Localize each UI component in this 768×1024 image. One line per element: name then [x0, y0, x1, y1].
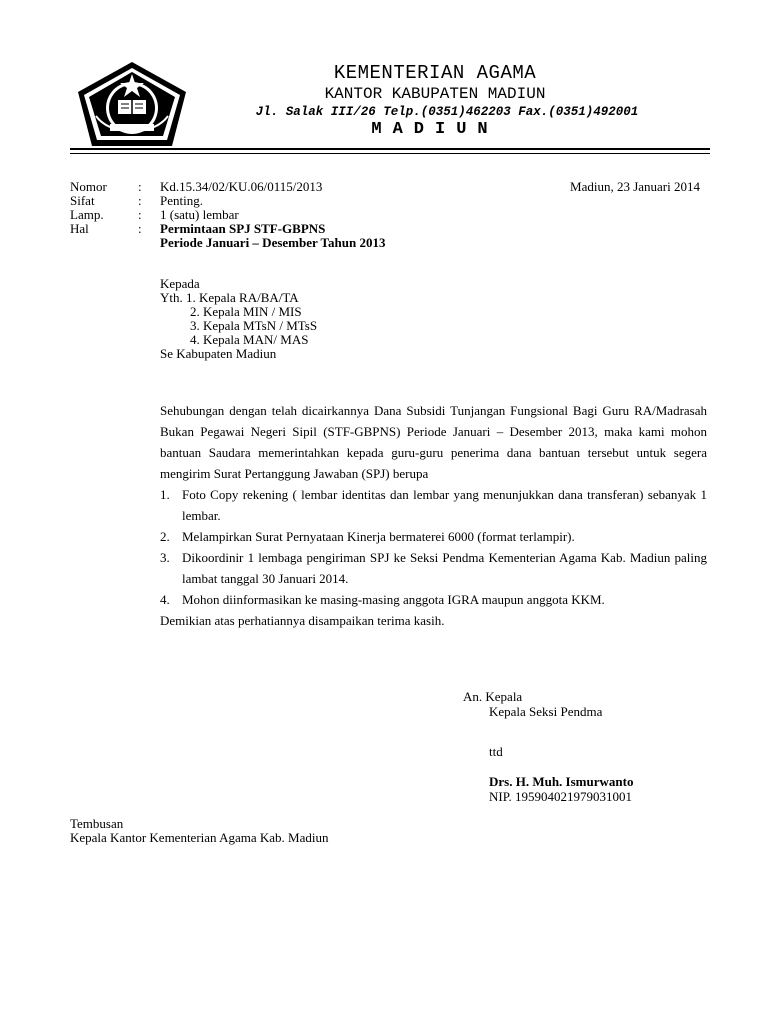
signature-ttd: ttd [489, 744, 503, 759]
list-item [160, 526, 707, 547]
sifat-value: Penting. [160, 193, 203, 208]
signature-nip: NIP. 195904021979031001 [489, 789, 633, 804]
list-item [160, 589, 707, 610]
recipient-region: Se Kabupaten Madiun [160, 346, 277, 361]
colon: : [138, 193, 142, 208]
tembusan-label: Tembusan [70, 816, 124, 831]
recipient-item-1: Yth. 1. Kepala RA/BA/TA [160, 290, 299, 305]
nomor-label: Nomor [70, 179, 107, 194]
list-item-number: 1. [160, 487, 170, 502]
list-item-text: Mohon diinformasikan ke masing-masing anggota IGRA maupun anggota KKM. [182, 592, 605, 607]
list-item-text: Melampirkan Surat Pernyataan Kinerja bermaterei 6000 (format terlampir). [182, 529, 575, 544]
lamp-label: Lamp. [70, 207, 104, 222]
letterhead-ministry: KEMENTERIAN AGAMA [333, 62, 537, 84]
letterhead-address: Jl. Salak III/26 Telp.(0351)462203 Fax.(0351)492001 [255, 105, 639, 119]
letterhead-city: MADIUN [371, 120, 499, 139]
colon: : [138, 179, 142, 194]
hal-label: Hal [70, 221, 89, 236]
recipient-item-4: 4. Kepala MAN/ MAS [190, 332, 309, 347]
letterhead-rule-thick [70, 148, 710, 150]
place-date: Madiun, 23 Januari 2014 [570, 179, 700, 194]
signature-an: An. Kepala [463, 689, 523, 704]
colon: : [138, 207, 142, 222]
recipient-kepada: Kepada [160, 276, 200, 291]
hal-value-line1: Permintaan SPJ STF-GBPNS [160, 221, 326, 236]
signature-title: Kepala Seksi Pendma [489, 704, 603, 719]
closing-sentence: Demikian atas perhatiannya disampaikan terima kasih. [160, 613, 445, 628]
sifat-label: Sifat [70, 193, 95, 208]
lamp-value: 1 (satu) lembar [160, 207, 239, 222]
tembusan-item: Kepala Kantor Kementerian Agama Kab. Madiun [70, 830, 329, 845]
letterhead-office: KANTOR KABUPATEN MADIUN [324, 85, 546, 103]
request-list [160, 484, 707, 631]
recipient-item-2: 2. Kepala MIN / MIS [190, 304, 302, 319]
hal-value-line2: Periode Januari – Desember Tahun 2013 [160, 235, 386, 250]
list-item-number: 2. [160, 529, 170, 544]
list-item-text: Foto Copy rekening ( lembar identitas dan lembar yang menunjukkan dana transferan) sebanyak 1 lembar. [182, 487, 707, 523]
signature-name: Drs. H. Muh. Ismurwanto [489, 774, 634, 789]
colon: : [138, 221, 142, 236]
recipient-item-3: 3. Kepala MTsN / MTsS [190, 318, 318, 333]
body-paragraph: Sehubungan dengan telah dicairkannya Dana Subsidi Tunjangan Fungsional Bagi Guru RA/Madrasah Bukan Pegawai Negeri Sipil (STF-GBPNS) Periode Januari – Desember 2013, maka kami mohon bantuan Saudara memerintahkan kepada guru-guru penerima dana bantuan tersebut untuk segera mengirim Surat Pertanggung Jawaban (SPJ) berupa [160, 403, 707, 481]
list-item [160, 484, 707, 526]
list-item-number: 3. [160, 550, 170, 565]
letterhead-rule-thin [70, 153, 710, 154]
list-item-text: Dikoordinir 1 lembaga pengiriman SPJ ke Seksi Pendma Kementerian Agama Kab. Madiun paling lambat tanggal 30 Januari 2014. [182, 550, 707, 586]
nomor-value: Kd.15.34/02/KU.06/0115/2013 [160, 179, 323, 194]
ministry-logo [76, 60, 188, 150]
list-item [160, 547, 707, 589]
list-item-number: 4. [160, 592, 170, 607]
